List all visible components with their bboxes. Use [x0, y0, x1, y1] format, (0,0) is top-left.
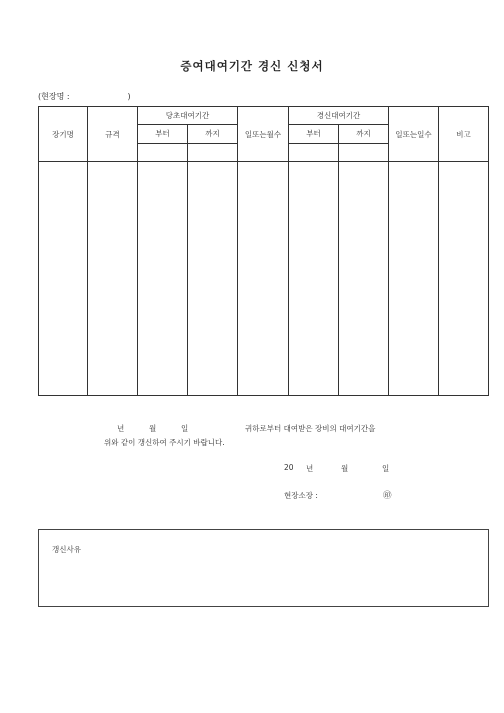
table-border-left — [38, 106, 39, 396]
col-line-4 — [237, 106, 238, 396]
table-border-right — [488, 106, 489, 396]
request-date-day: 일 — [181, 424, 189, 433]
request-line-1: 귀하로부터 대여받은 장비의 대여기간을 — [245, 424, 376, 433]
header-renewal-from: 부터 — [306, 129, 321, 138]
site-name-line — [38, 91, 131, 102]
request-date-year: 년 — [117, 424, 125, 433]
col-line-3 — [187, 124, 188, 396]
header-spec: 규격 — [105, 130, 120, 139]
col-line-5 — [288, 106, 289, 396]
header-renewal-days: 일또는일수 — [395, 130, 432, 139]
sign-year: 년 — [306, 464, 314, 473]
table-border-bottom — [38, 395, 489, 396]
header-remarks: 비고 — [456, 130, 471, 139]
col-line-8 — [438, 106, 439, 396]
renewal-reason-box[interactable] — [38, 529, 489, 607]
table-border-top — [38, 106, 489, 107]
col-line-7 — [388, 106, 389, 396]
col-line-2 — [137, 106, 138, 396]
site-manager-label: 현장소장 : — [284, 491, 318, 500]
renewal-reason-label: 갱신사유 — [52, 545, 81, 554]
header-renewal-period: 경신대여기간 — [316, 111, 361, 120]
header-original-days: 일또는월수 — [244, 130, 282, 139]
site-name-close: ) — [127, 92, 131, 101]
request-date-month: 월 — [149, 424, 157, 433]
col-line-1 — [87, 106, 88, 396]
document-title: 증여대여기간 경신 신청서 — [180, 59, 324, 73]
header-original-period: 당초대여기간 — [165, 111, 210, 120]
col-line-6 — [338, 124, 339, 396]
header-original-from: 부터 — [155, 129, 170, 138]
site-name-label: (현장명 : — [38, 92, 70, 101]
sign-day: 일 — [382, 464, 390, 473]
header-renewal-to: 까지 — [356, 129, 371, 138]
header-equipment: 장기명 — [52, 130, 74, 139]
sign-month: 월 — [341, 464, 349, 473]
request-line-2: 위와 같이 갱신하여 주시기 바랍니다. — [104, 438, 225, 447]
sign-year-prefix: 20 — [284, 463, 294, 472]
header-original-to: 까지 — [205, 129, 220, 138]
table-header-divider — [38, 161, 489, 162]
seal-icon: ㊞ — [383, 491, 392, 501]
